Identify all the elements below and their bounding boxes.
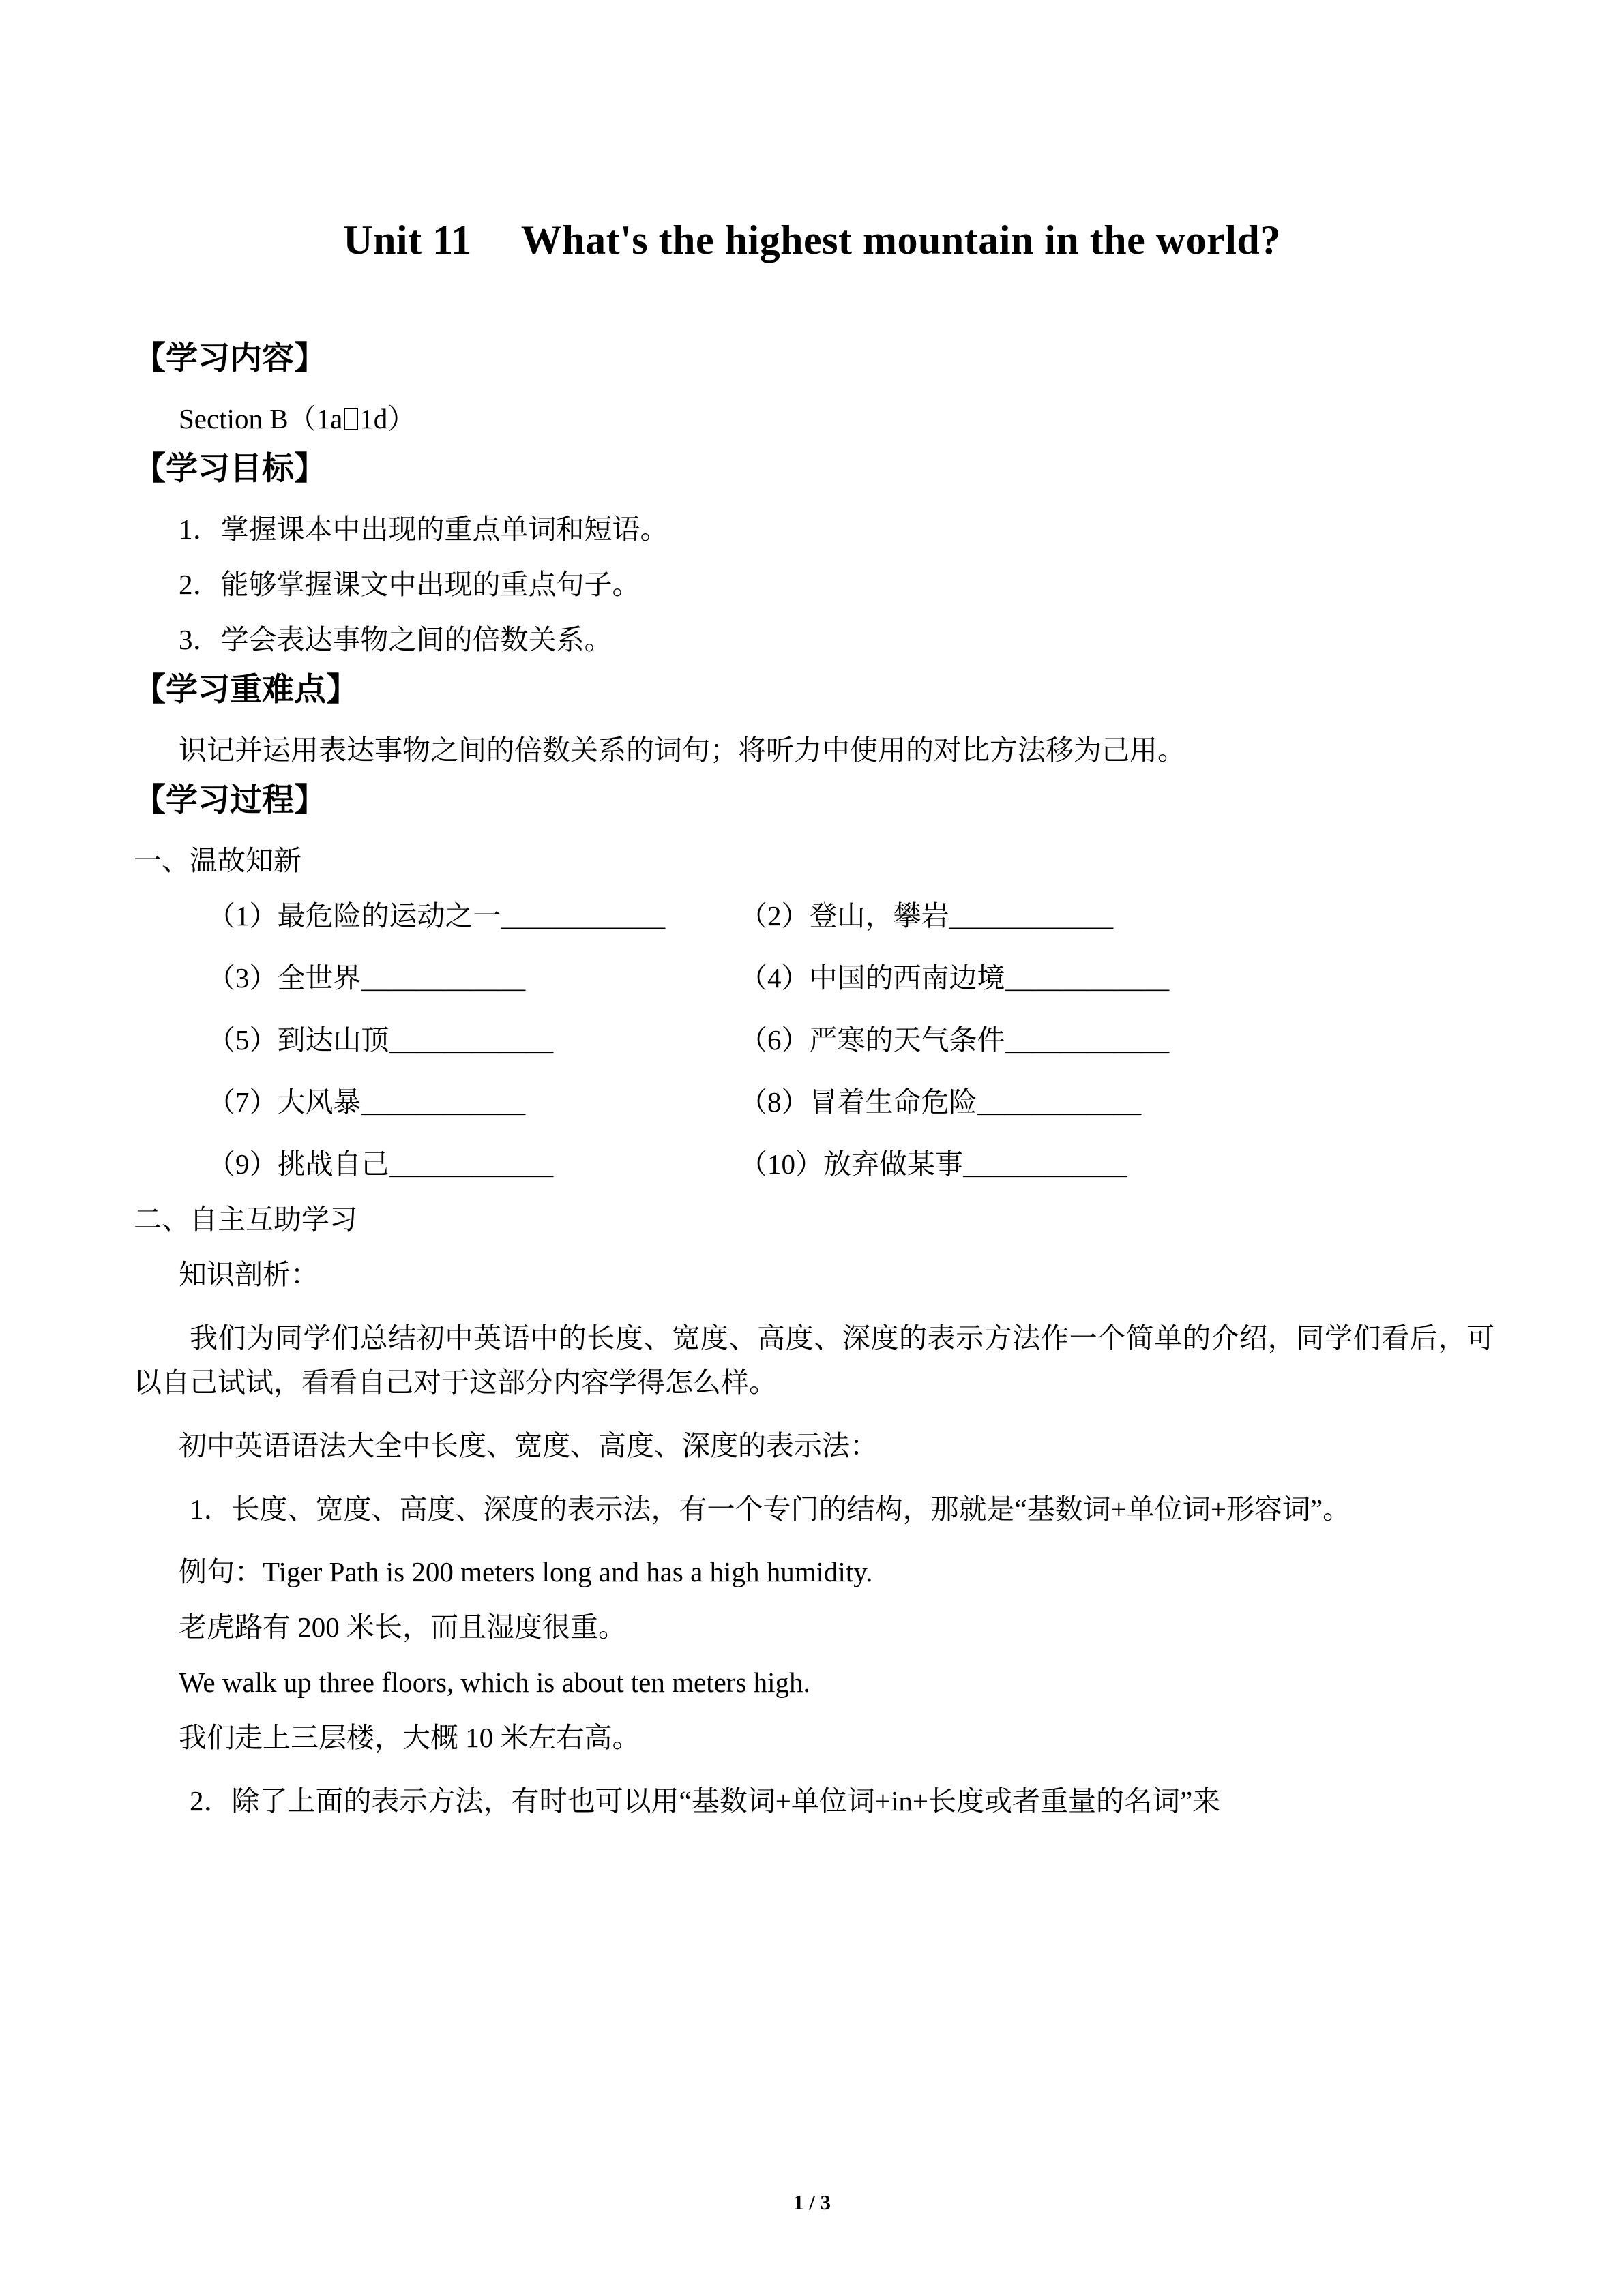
answer-blank[interactable]: ＿＿＿＿＿＿ [963, 1148, 1127, 1180]
section-b-suffix: 1d） [359, 403, 416, 434]
spacer [134, 375, 1494, 405]
vocab-text: 严寒的天气条件 [809, 1024, 1005, 1056]
vocab-num: （5） [207, 1024, 278, 1056]
vocab-item-7 [207, 1088, 739, 1116]
grammar-rule-one: 1．长度、宽度、高度、深度的表示法，有一个专门的结构，那就是“基数词+单位词+形容词”。 [190, 1493, 1351, 1525]
spacer [134, 1289, 1494, 1316]
vocab-item-4 [739, 964, 1169, 992]
section-heading-content: 【学习内容】 [134, 341, 326, 376]
vocab-row [134, 1026, 1494, 1054]
example-one-chinese: 老虎路有 200 米长，而且湿度很重。 [179, 1611, 626, 1643]
vocab-item-2 [739, 902, 1113, 930]
vocab-row [134, 1150, 1494, 1178]
spacer [134, 486, 1494, 516]
spacer [134, 930, 1494, 964]
spacer [134, 1178, 1494, 1206]
vocab-text: 冒着生命危险 [809, 1086, 977, 1118]
vocab-item-5 [207, 1026, 739, 1054]
spacer [134, 654, 1494, 674]
grammar-rule-two: 2．除了上面的表示方法，有时也可以用“基数词+单位词+in+长度或者重量的名词”来 [190, 1785, 1221, 1817]
grammar-title: 初中英语语法大全中长度、宽度、高度、深度的表示法： [179, 1429, 878, 1461]
vocab-num: （9） [207, 1148, 278, 1180]
spacer [134, 992, 1494, 1026]
vocab-item-9 [207, 1150, 739, 1178]
answer-blank[interactable]: ＿＿＿＿＿＿ [977, 1086, 1141, 1118]
section-b-label [134, 405, 1494, 433]
title-question: What's the highest mountain in the world? [520, 218, 1281, 263]
vocab-item-8 [739, 1088, 1141, 1116]
example-two-chinese: 我们走上三层楼，大概 10 米左右高。 [179, 1722, 640, 1754]
page-title [0, 0, 1624, 264]
vocab-text: 全世界 [277, 962, 361, 994]
vocab-num: （7） [207, 1086, 278, 1118]
answer-blank[interactable]: ＿＿＿＿＿＿ [501, 900, 665, 931]
spacer [134, 1054, 1494, 1088]
spacer [134, 817, 1494, 847]
vocab-num: （1） [207, 900, 278, 931]
example-label: 例句： [179, 1556, 263, 1588]
vocab-item-3 [207, 964, 739, 992]
vocab-num: （4） [739, 962, 810, 994]
spacer [134, 1460, 1494, 1487]
spacer [134, 1641, 1494, 1669]
spacer [134, 706, 1494, 736]
title-unit: Unit 11 [343, 218, 472, 263]
intro-paragraph: 我们为同学们总结初中英语中的长度、宽度、高度、深度的表示方法作一个简单的介绍，同学们看后，可以自己试试，看看自己对于这部分内容学得怎么样。 [134, 1322, 1494, 1398]
spacer [134, 543, 1494, 571]
vocab-item-6 [739, 1026, 1169, 1054]
vocab-text: 大风暴 [277, 1086, 361, 1118]
objective-item-2: 2．能够掌握课文中出现的重点句子。 [179, 569, 640, 600]
section-heading-process: 【学习过程】 [134, 783, 326, 818]
analysis-label: 知识剖析： [179, 1259, 319, 1290]
spacer [134, 875, 1494, 902]
spacer [134, 599, 1494, 626]
spacer [134, 1116, 1494, 1150]
vocab-text: 中国的西南边境 [809, 962, 1005, 994]
example-one-english: Tiger Path is 200 meters long and has a high humidity. [263, 1556, 873, 1588]
section-heading-difficulties: 【学习重难点】 [134, 672, 358, 708]
document-body [0, 343, 1624, 1823]
answer-blank[interactable]: ＿＿＿＿＿＿ [1005, 1024, 1169, 1056]
objective-item-1: 1．掌握课本中出现的重点单词和短语。 [179, 513, 668, 545]
spacer [134, 433, 1494, 453]
spacer [134, 1405, 1494, 1432]
answer-blank[interactable]: ＿＿＿＿＿＿ [389, 1024, 553, 1056]
vocab-text: 最危险的运动之一 [277, 900, 501, 931]
answer-blank[interactable]: ＿＿＿＿＿＿ [389, 1148, 553, 1180]
vocab-num: （2） [739, 900, 810, 931]
example-two-english: We walk up three floors, which is about ten meters high. [179, 1667, 810, 1699]
vocab-row [134, 1088, 1494, 1116]
vocab-text: 到达山顶 [277, 1024, 389, 1056]
vocab-text: 挑战自己 [277, 1148, 389, 1180]
section-heading-objectives: 【学习目标】 [134, 451, 326, 487]
vocab-num: （10） [739, 1148, 823, 1180]
difficulties-text: 识记并运用表达事物之间的倍数关系的词句；将听力中使用的对比方法移为己用。 [179, 734, 1185, 766]
vocab-row [134, 902, 1494, 930]
vocab-item-1 [207, 902, 739, 930]
vocab-num: （3） [207, 962, 278, 994]
objective-item-3: 3．学会表达事物之间的倍数关系。 [179, 624, 612, 655]
spacer [134, 1531, 1494, 1558]
vocab-text: 登山，攀岩 [809, 900, 949, 931]
spacer [134, 764, 1494, 785]
page-footer: 1 / 3 [793, 2190, 831, 2214]
vocab-row [134, 964, 1494, 992]
vocab-item-10 [739, 1150, 1127, 1178]
answer-blank[interactable]: ＿＿＿＿＿＿ [361, 962, 525, 994]
part-one-label: 一、温故知新 [134, 845, 301, 876]
spacer [134, 1697, 1494, 1724]
answer-blank[interactable]: ＿＿＿＿＿＿ [361, 1086, 525, 1118]
section-b-prefix: Section B（1a [179, 403, 343, 434]
example-one-line [134, 1558, 1494, 1586]
answer-blank[interactable]: ＿＿＿＿＿＿ [1005, 962, 1169, 994]
spacer [134, 1234, 1494, 1261]
spacer [134, 1586, 1494, 1613]
vocab-text: 放弃做某事 [823, 1148, 963, 1180]
vocab-num: （6） [739, 1024, 810, 1056]
part-two-label: 二、自主互助学习 [134, 1204, 357, 1235]
vocab-num: （8） [739, 1086, 810, 1118]
spacer [134, 1752, 1494, 1779]
missing-glyph-icon [344, 408, 358, 430]
answer-blank[interactable]: ＿＿＿＿＿＿ [949, 900, 1113, 931]
